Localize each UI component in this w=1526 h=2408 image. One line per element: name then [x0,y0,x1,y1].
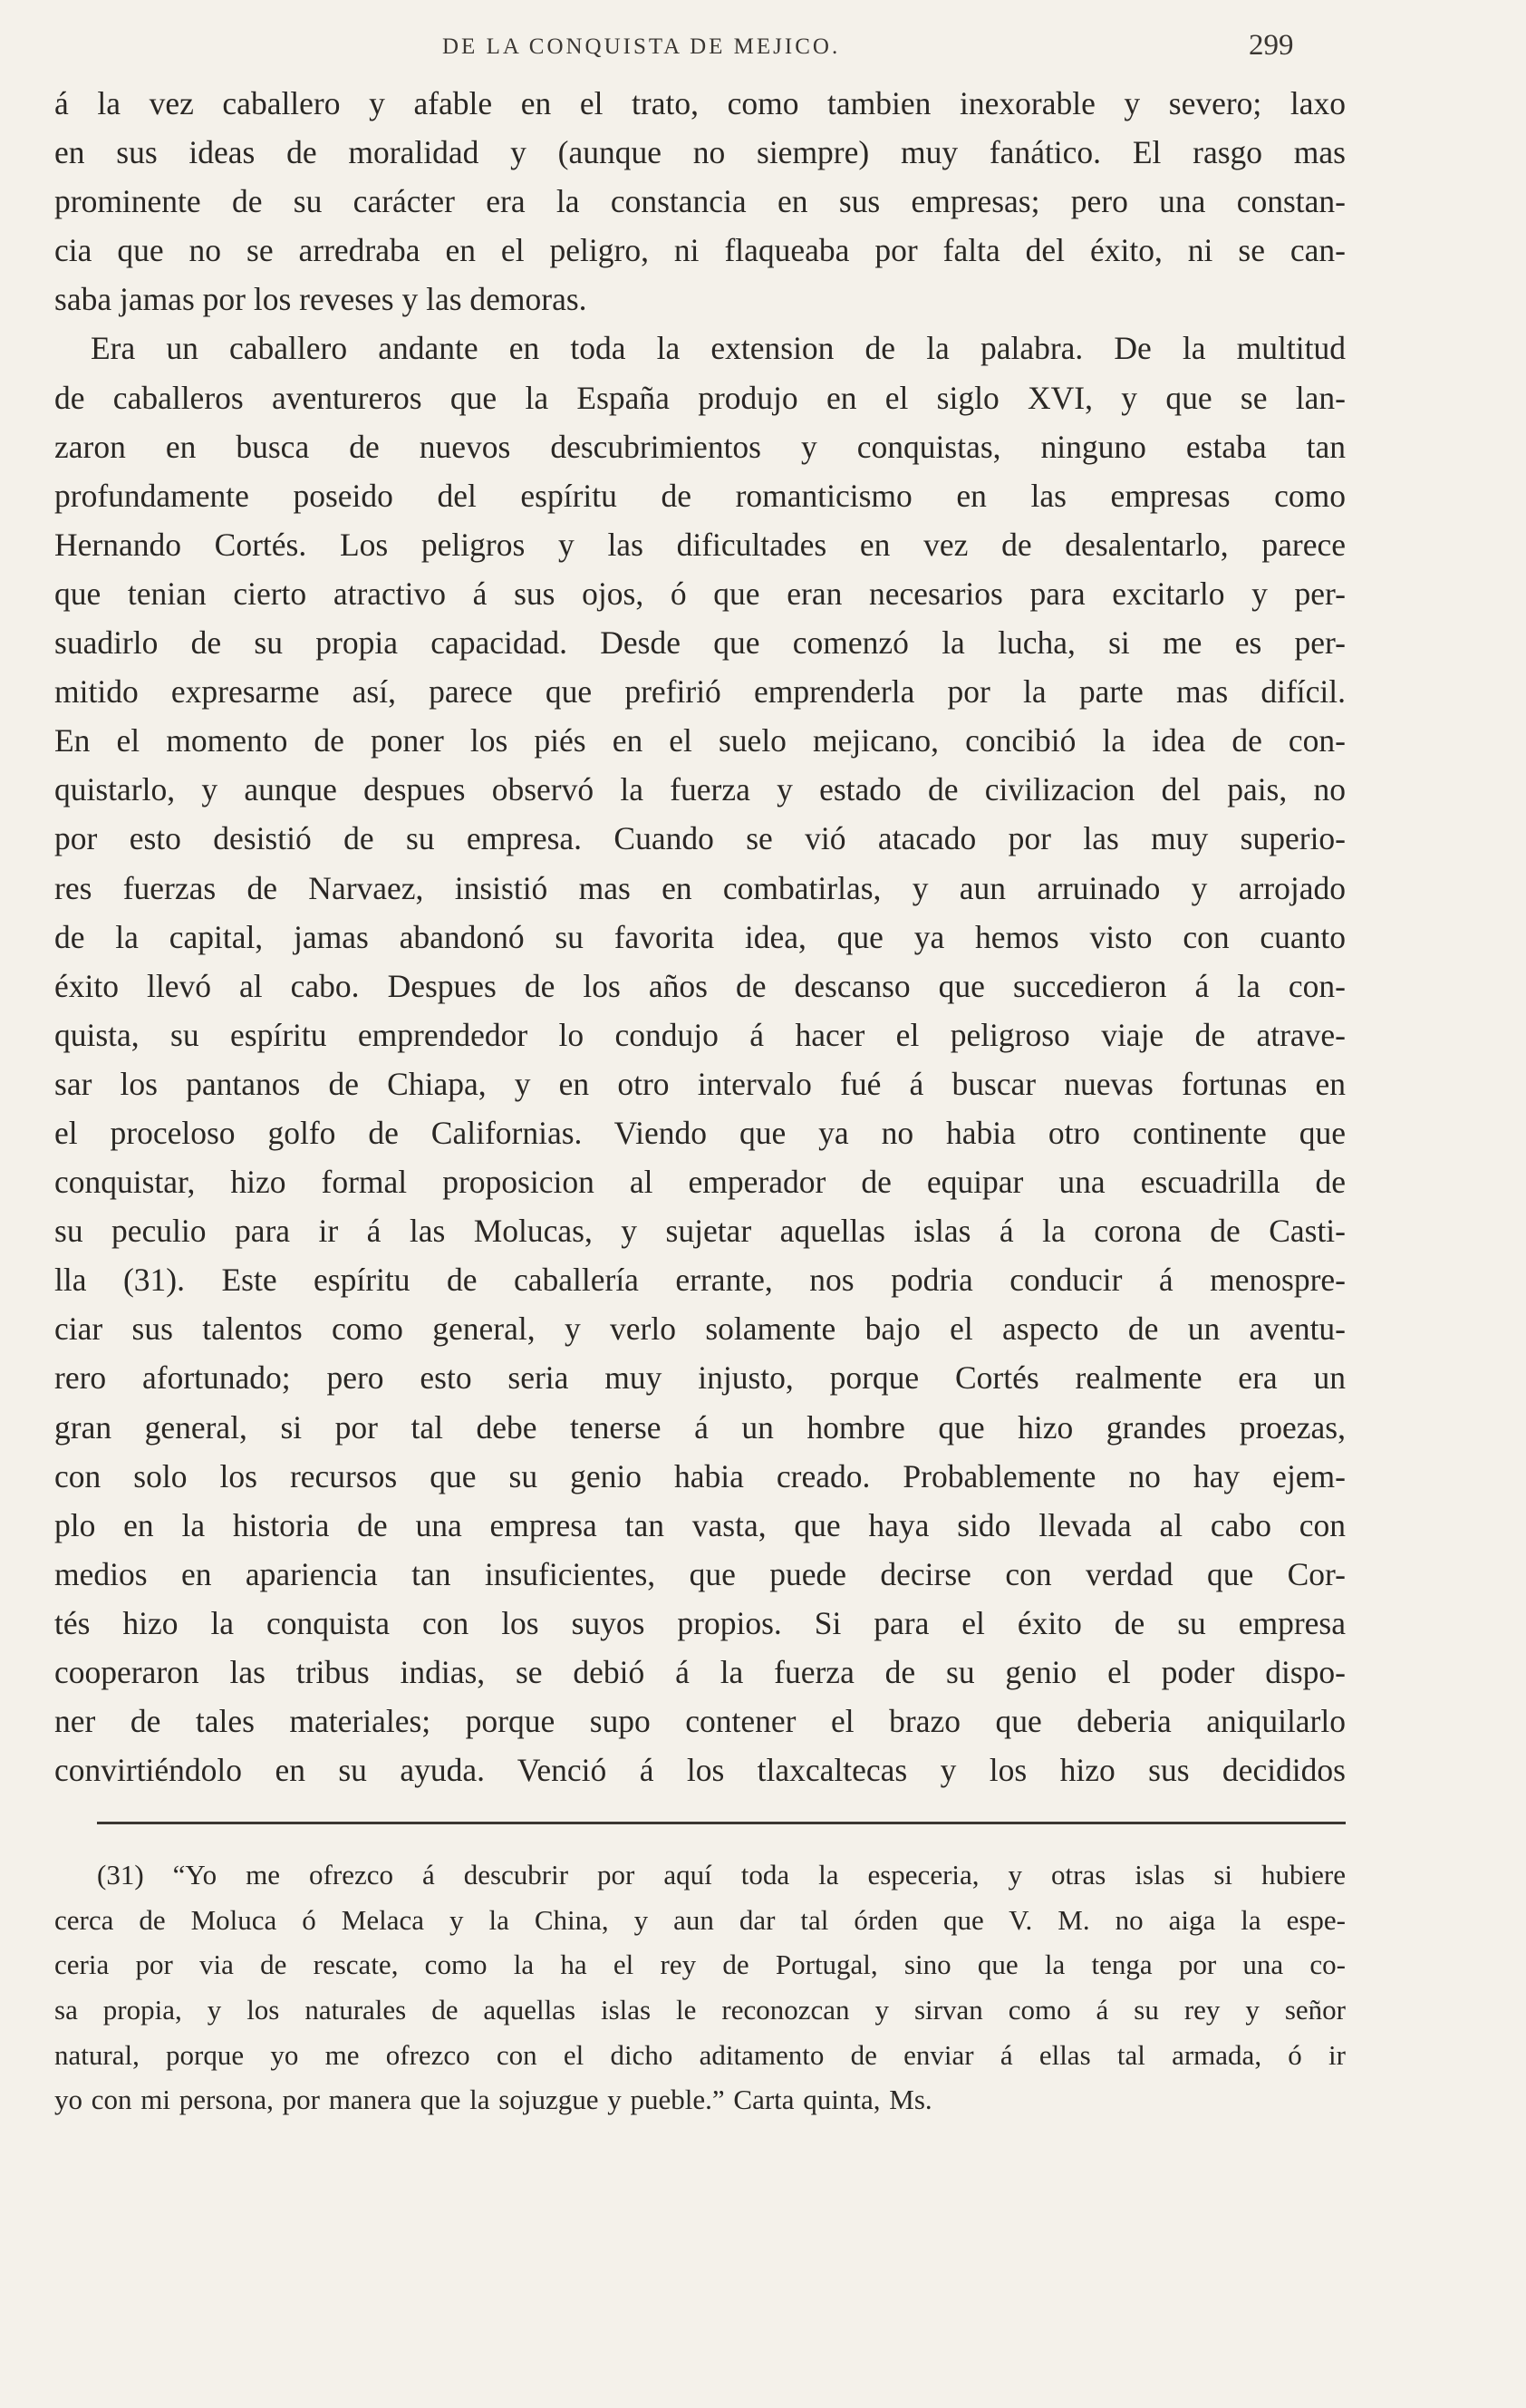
running-head: DE LA CONQUISTA DE MEJICO. [442,34,841,59]
text-line: profundamente poseido del espíritu de romanticismo en las empresas como [54,477,1346,514]
text-line: su peculio para ir á las Molucas, y sujetar aquellas islas á la corona de Casti- [54,1213,1346,1250]
text-line: tés hizo la conquista con los suyos propios. Si para el éxito de su empresa [54,1604,1346,1641]
text-line: quistarlo, y aunque despues observó la fuerza y estado de civilizacion del pais, no [54,771,1346,808]
footnote-divider [97,1822,1346,1824]
body-text [54,79,1346,1794]
text-line: con solo los recursos que su genio habia creado. Probablemente no hay ejem- [54,1457,1346,1494]
text-line: en sus ideas de moralidad y (aunque no siempre) muy fanático. El rasgo mas [54,134,1346,171]
text-line: rero afortunado; pero esto seria muy injusto, porque Cortés realmente era un [54,1359,1346,1397]
text-line: de la capital, jamas abandonó su favorita idea, que ya hemos visto con cuanto [54,918,1346,955]
text-line: de caballeros aventureros que la España produjo en el siglo XVI, y que se lan- [54,379,1346,416]
text-line: gran general, si por tal debe tenerse á un hombre que hizo grandes proezas, [54,1408,1346,1446]
text-line: Era un caballero andante en toda la extension de la palabra. De la multitud [91,330,1346,367]
footnote-line: sa propia, y los naturales de aquellas islas le reconozcan y sirvan como á su rey y señor [54,1994,1346,2026]
footnote-line: natural, porque yo me ofrezco con el dicho aditamento de enviar á ellas tal armada, ó ir [54,2038,1346,2071]
text-line: conquistar, hizo formal proposicion al emperador de equipar una escuadrilla de [54,1164,1346,1201]
text-line: medios en apariencia tan insuficientes, que puede decirse con verdad que Cor- [54,1555,1346,1592]
text-line: convirtiéndolo en su ayuda. Venció á los tlaxcaltecas y los hizo sus decididos [54,1752,1346,1789]
text-line: ner de tales materiales; porque supo contener el brazo que deberia aniquilarlo [54,1703,1346,1740]
text-line: lla (31). Este espíritu de caballería errante, nos podria conducir á menospre- [54,1262,1346,1299]
text-line: suadirlo de su propia capacidad. Desde que comenzó la lucha, si me es per- [54,624,1346,662]
text-line: plo en la historia de una empresa tan vasta, que haya sido llevada al cabo con [54,1506,1346,1543]
text-line: ciar sus talentos como general, y verlo solamente bajo el aspecto de un aventu- [54,1310,1346,1348]
text-line: el proceloso golfo de Californias. Viendo que ya no habia otro continente que [54,1114,1346,1151]
text-line: prominente de su carácter era la constancia en sus empresas; pero una constan- [54,183,1346,220]
text-line: res fuerzas de Narvaez, insistió mas en combatirlas, y aun arruinado y arrojado [54,869,1346,906]
text-line: cia que no se arredraba en el peligro, ni flaqueaba por falta del éxito, ni se can- [54,232,1346,269]
text-line: por esto desistió de su empresa. Cuando se vió atacado por las muy superio- [54,820,1346,857]
footnote-line: cerca de Moluca ó Melaca y la China, y aun dar tal órden que V. M. no aiga la espe- [54,1903,1346,1936]
text-line: éxito llevó al cabo. Despues de los años de descanso que succedieron á la con- [54,967,1346,1004]
text-line: que tenian cierto atractivo á sus ojos, ó que eran necesarios para excitarlo y per- [54,575,1346,612]
text-line: sar los pantanos de Chiapa, y en otro intervalo fué á buscar nuevas fortunas en [54,1065,1346,1102]
footnote-line: (31) “Yo me ofrezco á descubrir por aquí toda la especeria, y otras islas si hubiere [97,1859,1346,1891]
text-line: cooperaron las tribus indias, se debió á la fuerza de su genio el poder dispo- [54,1654,1346,1690]
text-line: saba jamas por los reveses y las demoras. [54,281,587,318]
text-line: Hernando Cortés. Los peligros y las dificultades en vez de desalentarlo, parece [54,526,1346,563]
footnote-line: ceria por via de rescate, como la ha el rey de Portugal, sino que la tenga por una co- [54,1949,1346,1981]
footnote-line: yo con mi persona, por manera que la sojuzgue y pueble.” Carta quinta, Ms. [54,2084,932,2116]
text-line: mitido expresarme así, parece que prefirió emprenderla por la parte mas difícil. [54,673,1346,711]
footnote [54,1852,1346,2123]
page-number: 299 [1249,29,1294,62]
text-line: quista, su espíritu emprendedor lo condujo á hacer el peligroso viaje de atrave- [54,1016,1346,1053]
text-line: á la vez caballero y afable en el trato, como tambien inexorable y severo; laxo [54,85,1346,121]
text-line: zaron en busca de nuevos descubrimientos y conquistas, ninguno estaba tan [54,428,1346,465]
text-line: En el momento de poner los piés en el suelo mejicano, concibió la idea de con- [54,722,1346,759]
page-header [0,29,1526,71]
